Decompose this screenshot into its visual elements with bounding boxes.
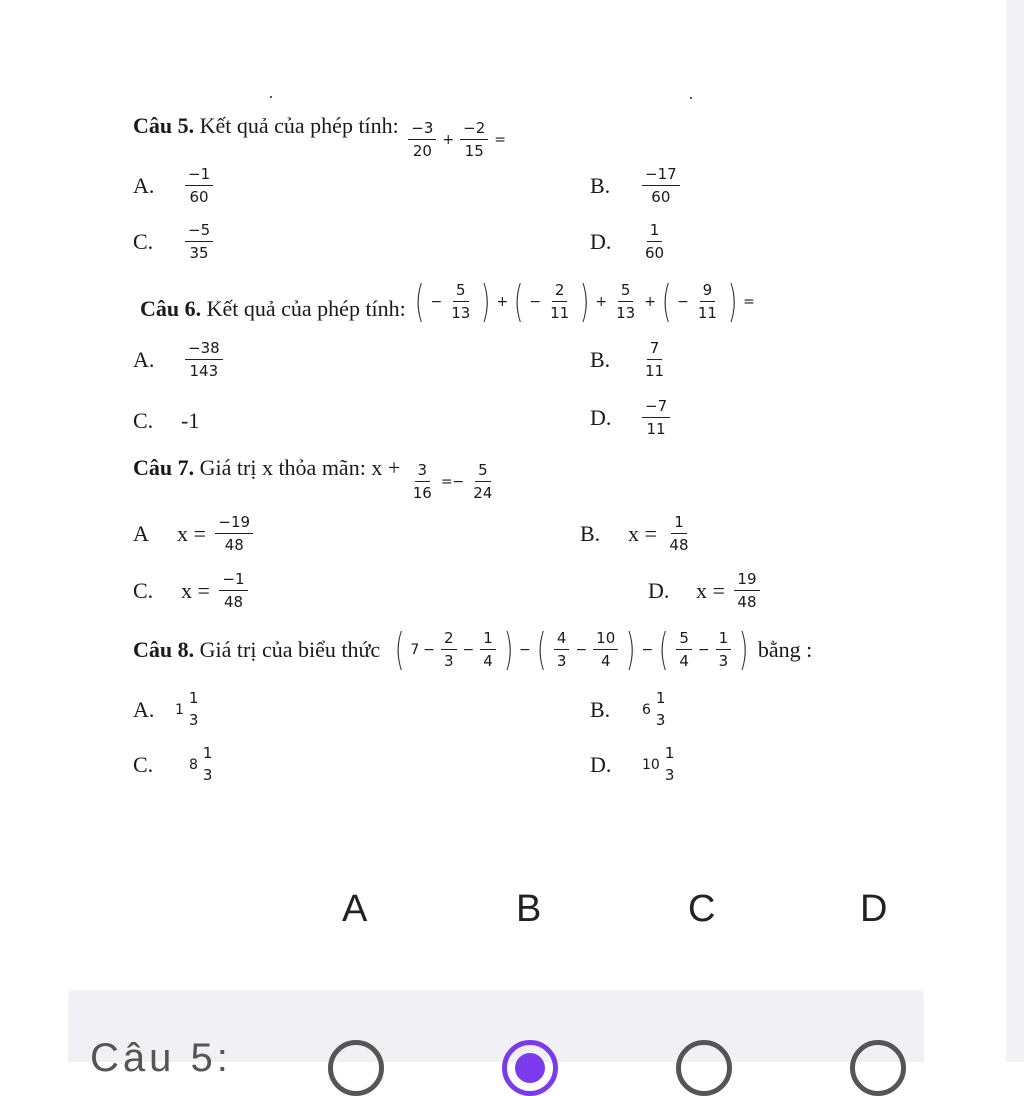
option-a: A. $\frac{-1}{60}$ bbox=[133, 166, 217, 206]
question-5 bbox=[133, 113, 508, 160]
option-b: B. 6 1 3 bbox=[590, 689, 666, 729]
option-d: D. $\frac{1}{60}$ bbox=[590, 221, 665, 262]
option-b: B. x = $\frac{1}{48}$ bbox=[580, 513, 689, 554]
answer-column-c: C bbox=[688, 888, 716, 930]
radio-option-a[interactable] bbox=[328, 1040, 384, 1096]
option-c: C. -1 bbox=[133, 408, 200, 433]
question-suffix: bằng : bbox=[757, 637, 813, 662]
answer-row-label: Câu 5: bbox=[90, 1036, 232, 1080]
expression: $\frac{-3}{20}$ + $\frac{-2}{15}$ = bbox=[404, 120, 508, 160]
option-a: A x = $\frac{-19}{48}$ bbox=[133, 514, 257, 554]
option-d: D. 10 1 3 bbox=[590, 744, 675, 784]
expression: ( 7 − $\frac{2}{3}$ − $\frac{1}{4}$ ) − ( $\frac{4}{3}$ − $\frac{10}{4}$ ) − ( $\frac{5}{4}$ − $\frac{1}{3}$ ) bbox=[395, 624, 749, 675]
question-8 bbox=[133, 624, 813, 675]
question-text: Giá trị x thỏa mãn: bbox=[199, 455, 366, 480]
option-b: B. $\frac{7}{11}$ bbox=[590, 339, 665, 380]
option-b: B. $\frac{-17}{60}$ bbox=[590, 166, 684, 206]
scan-dot bbox=[270, 96, 272, 98]
option-a: A. $\frac{-38}{143}$ bbox=[133, 340, 227, 380]
option-c: C. $\frac{-5}{35}$ bbox=[133, 222, 217, 262]
question-text: Giá trị của biểu thức bbox=[199, 637, 381, 662]
question-number: Câu 5. bbox=[133, 113, 195, 138]
option-d: D. x = $\frac{19}{48}$ bbox=[648, 571, 764, 611]
question-7: Câu 7. Giá trị x thỏa mãn: x + $\frac{3}{16}$ =− $\frac{5}{24}$ bbox=[133, 455, 499, 502]
expression: $\frac{3}{16}$ =− $\frac{5}{24}$ bbox=[412, 461, 493, 502]
question-number: Câu 7. bbox=[133, 455, 195, 480]
option-c: C. x = $\frac{-1}{48}$ bbox=[133, 571, 252, 611]
answer-column-d: D bbox=[860, 888, 888, 930]
question-number: Câu 8. bbox=[133, 637, 195, 662]
option-c: C. 8 1 3 bbox=[133, 744, 213, 784]
scan-dot bbox=[690, 97, 692, 99]
expression: ( − $\frac{5}{13}$ ) + ( − $\frac{2}{11}$ ) + $\frac{5}{13}$ + ( − $\frac{9}{11}$ ) = bbox=[415, 276, 755, 327]
question-number: Câu 6. bbox=[140, 296, 202, 321]
answer-column-b: B bbox=[516, 888, 542, 930]
radio-option-b[interactable] bbox=[502, 1040, 558, 1096]
option-a: A. 1 1 3 bbox=[133, 689, 199, 729]
option-d: D. $\frac{-7}{11}$ bbox=[590, 398, 674, 438]
option-value: -1 bbox=[181, 408, 200, 433]
answer-column-a: A bbox=[342, 888, 368, 930]
scrollbar-track[interactable] bbox=[1006, 0, 1024, 1062]
question-text: Kết quả của phép tính: bbox=[199, 113, 399, 138]
radio-option-d[interactable] bbox=[850, 1040, 906, 1096]
question-6 bbox=[140, 276, 757, 327]
radio-option-c[interactable] bbox=[676, 1040, 732, 1096]
question-text: Kết quả của phép tính: bbox=[206, 296, 406, 321]
